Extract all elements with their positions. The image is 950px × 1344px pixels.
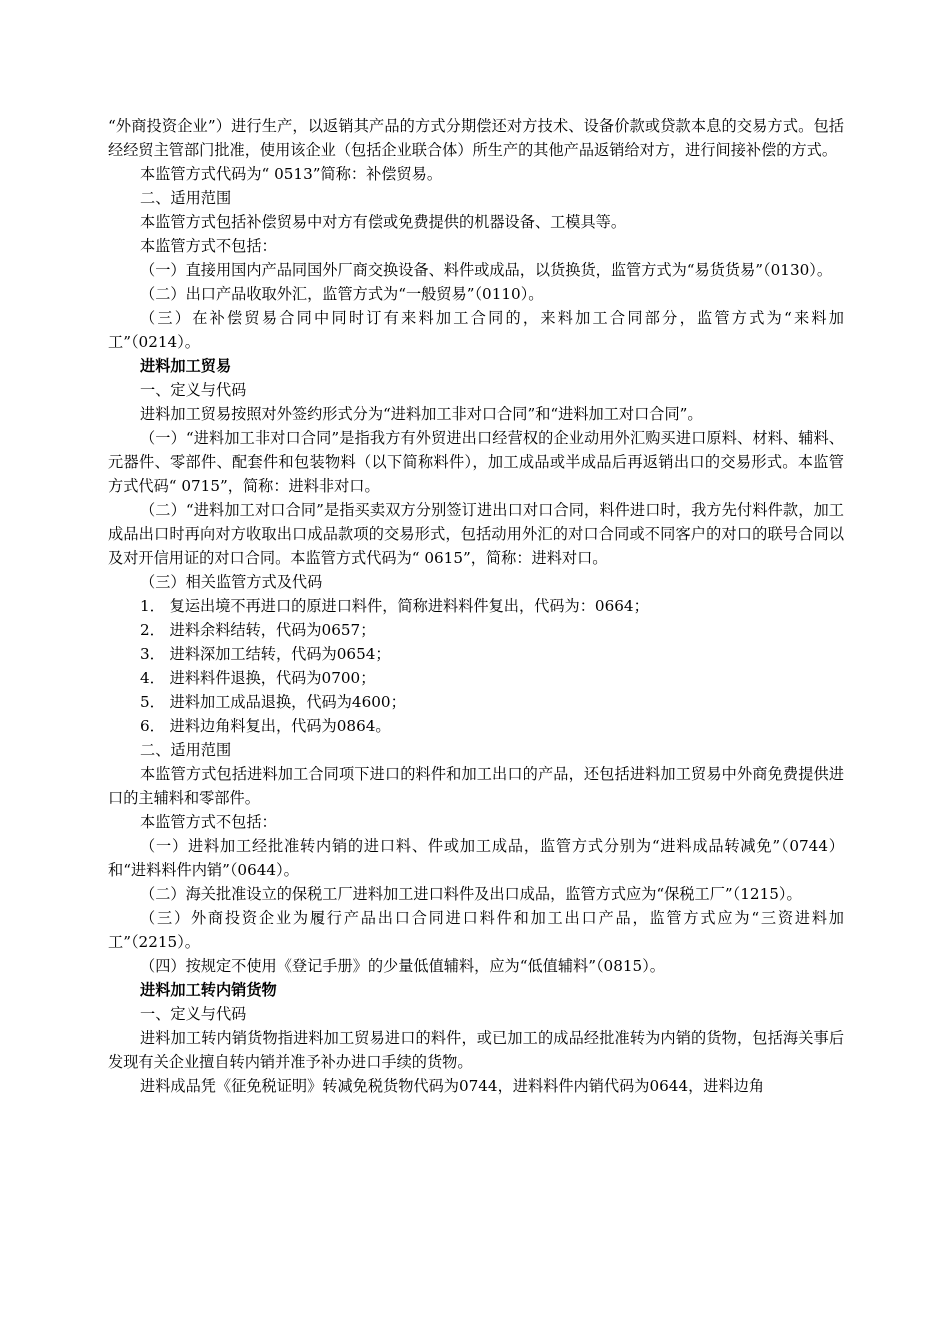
numbered-item: 5． 进料加工成品退换，代码为4600； (140, 693, 406, 711)
paragraph: 本监管方式包括进料加工合同项下进口的料件和加工出口的产品，还包括进料加工贸易中外商免费提供进口的主辅料和零部件。 (108, 765, 844, 807)
section-subheading: 一、定义与代码 (140, 1005, 247, 1023)
numbered-item: 3． 进料深加工结转，代码为0654； (140, 645, 391, 663)
list-item: （三）外商投资企业为履行产品出口合同进口料件和加工出口产品，监管方式应为“三资进料加工”（2215）。 (108, 909, 844, 951)
list-item: （一）“进料加工非对口合同”是指我方有外贸进出口经营权的企业动用外汇购买进口原料、材料、辅料、元器件、零部件、配套件和包装物料（以下简称料件），加工成品或半成品后再返销出口的交易形式。本监管方式代码“ 0715”，简称：进料非对口。 (108, 429, 844, 495)
list-item: （一）进料加工经批准转内销的进口料、件或加工成品，监管方式分别为“进料成品转减免”（0744）和“进料料件内销”（0644）。 (108, 837, 844, 879)
list-item: （四）按规定不使用《登记手册》的少量低值辅料，应为“低值辅料”（0815）。 (140, 957, 665, 975)
section-subheading: 二、适用范围 (140, 741, 232, 759)
numbered-item: 1． 复运出境不再进口的原进口料件，简称进料料件复出，代码为：0664； (140, 597, 649, 615)
paragraph: 本监管方式不包括： (140, 813, 277, 831)
section-subheading: 二、适用范围 (140, 189, 232, 207)
paragraph: 进料加工转内销货物指进料加工贸易进口的料件，或已加工的成品经批准转为内销的货物，包括海关事后发现有关企业擅自转内销并准予补办进口手续的货物。 (108, 1029, 844, 1071)
list-item: （二）出口产品收取外汇，监管方式为“一般贸易”（0110）。 (140, 285, 544, 303)
section-subheading: 一、定义与代码 (140, 381, 247, 399)
numbered-item: 6． 进料边角料复出，代码为0864。 (140, 717, 391, 735)
paragraph: 本监管方式代码为“ 0513”简称：补偿贸易。 (140, 165, 443, 183)
numbered-item: 2． 进料余料结转，代码为0657； (140, 621, 376, 639)
paragraph: 进料加工贸易按照对外签约形式分为“进料加工非对口合同”和“进料加工对口合同”。 (140, 405, 703, 423)
list-item: （二）“进料加工对口合同”是指买卖双方分别签订进出口对口合同，料件进口时，我方先付料件款，加工成品出口时再向对方收取出口成品款项的交易形式，包括动用外汇的对口合同或不同客户的对口的联号合同以及对开信用证的对口合同。本监管方式代码为“ 0615”，简称：进料对口。 (108, 501, 844, 567)
paragraph: 进料成品凭《征免税证明》转减免税货物代码为0744，进料料件内销代码为0644，进料边角 (140, 1077, 765, 1095)
section-heading: 进料加工贸易 (140, 357, 232, 375)
paragraph: 本监管方式不包括： (140, 237, 277, 255)
document-body (108, 114, 844, 1098)
list-item: （二）海关批准设立的保税工厂进料加工进口料件及出口成品，监管方式应为“保税工厂”（1215）。 (140, 885, 802, 903)
list-item: （一）直接用国内产品同国外厂商交换设备、料件或成品，以货换货，监管方式为“易货货易”（0130）。 (140, 261, 833, 279)
section-heading: 进料加工转内销货物 (140, 981, 277, 999)
paragraph: “外商投资企业”）进行生产，以返销其产品的方式分期偿还对方技术、设备价款或贷款本息的交易方式。包括经经贸主管部门批准，使用该企业（包括企业联合体）所生产的其他产品返销给对方，进行间接补偿的方式。 (108, 117, 844, 159)
list-item: （三）在补偿贸易合同中同时订有来料加工合同的，来料加工合同部分，监管方式为“来料加工”（0214）。 (108, 309, 844, 351)
paragraph: 本监管方式包括补偿贸易中对方有偿或免费提供的机器设备、工模具等。 (140, 213, 626, 231)
list-item: （三）相关监管方式及代码 (140, 573, 323, 591)
numbered-item: 4． 进料料件退换，代码为0700； (140, 669, 376, 687)
